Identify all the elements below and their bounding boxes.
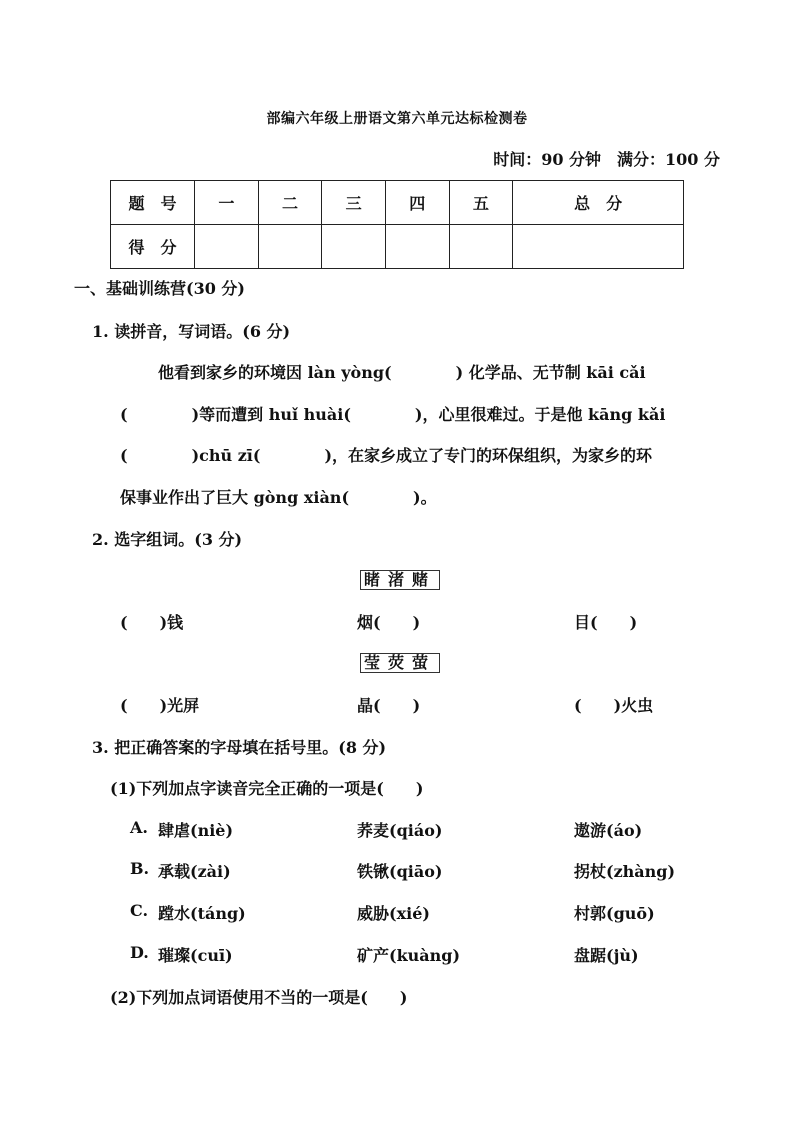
question-text: 保事业作出了巨大 gòng xiàn( )。 [120,488,437,507]
table-cell: 五 [449,181,513,225]
option-item: 遨游(áo) [574,821,643,840]
char-group-text: 莹荧萤 [360,653,440,673]
question-title: 3. 把正确答案的字母填在括号里。(8 分) [92,738,387,757]
table-cell: 四 [385,181,449,225]
option-item: 承载(zài) [158,862,231,881]
option-item: 盘踞(jù) [574,946,639,965]
table-cell: 总 分 [513,181,684,225]
table-cell: 题 号 [111,181,195,225]
time-info: 时间：90 分钟 满分：100 分 [493,150,720,169]
fill-item: 烟( ) [357,613,421,632]
table-cell: 三 [322,181,386,225]
fill-item: 晶( ) [357,696,421,715]
option-item: 威胁(xié) [357,904,430,923]
option-item: 荞麦(qiáo) [357,821,443,840]
question-text: ( )等而遭到 huǐ huài( )，心里很难过。于是他 kāng kǎi [120,405,666,424]
score-cell[interactable] [449,225,513,269]
option-label: B. [130,859,150,878]
table-row [111,225,684,269]
table-cell: 二 [258,181,322,225]
page-title: 部编六年级上册语文第六单元达标检测卷 [266,111,528,127]
table-row [111,181,684,225]
fill-item: ( )火虫 [574,696,654,715]
fill-item: 目( ) [574,613,638,632]
char-group-box [360,653,440,673]
fill-item: ( )钱 [120,613,184,632]
option-item: 璀璨(cuī) [158,946,233,965]
option-item: 肆虐(niè) [158,821,234,840]
score-cell[interactable] [322,225,386,269]
score-cell[interactable] [195,225,259,269]
question-title: 2. 选字组词。(3 分) [92,530,243,549]
option-item: 拐杖(zhàng) [574,862,676,881]
score-cell[interactable] [513,225,684,269]
fill-item: ( )光屏 [120,696,200,715]
question-title: 1. 读拼音，写词语。(6 分) [92,322,291,341]
sub-question: (1)下列加点字读音完全正确的一项是( ) [110,779,424,798]
option-item: 蹚水(táng) [158,904,246,923]
option-label: C. [130,901,149,920]
option-item: 矿产(kuàng) [357,946,461,965]
score-table [110,180,684,269]
option-label: A. [130,818,148,837]
option-item: 铁锹(qiāo) [357,862,443,881]
score-cell[interactable] [385,225,449,269]
table-cell: 得 分 [111,225,195,269]
question-text: 他看到家乡的环境因 làn yòng( ) 化学品、无节制 kāi cǎi [158,363,646,382]
char-group-text: 睹渚赌 [360,570,440,590]
option-item: 村郭(guō) [574,904,655,923]
option-label: D. [130,943,149,962]
char-group-box [360,570,440,590]
question-text: ( )chū zī( )，在家乡成立了专门的环保组织，为家乡的环 [120,446,653,465]
score-cell[interactable] [258,225,322,269]
sub-question: (2)下列加点词语使用不当的一项是( ) [110,988,408,1007]
section-heading: 一、基础训练营(30 分) [74,279,245,298]
table-cell: 一 [195,181,259,225]
